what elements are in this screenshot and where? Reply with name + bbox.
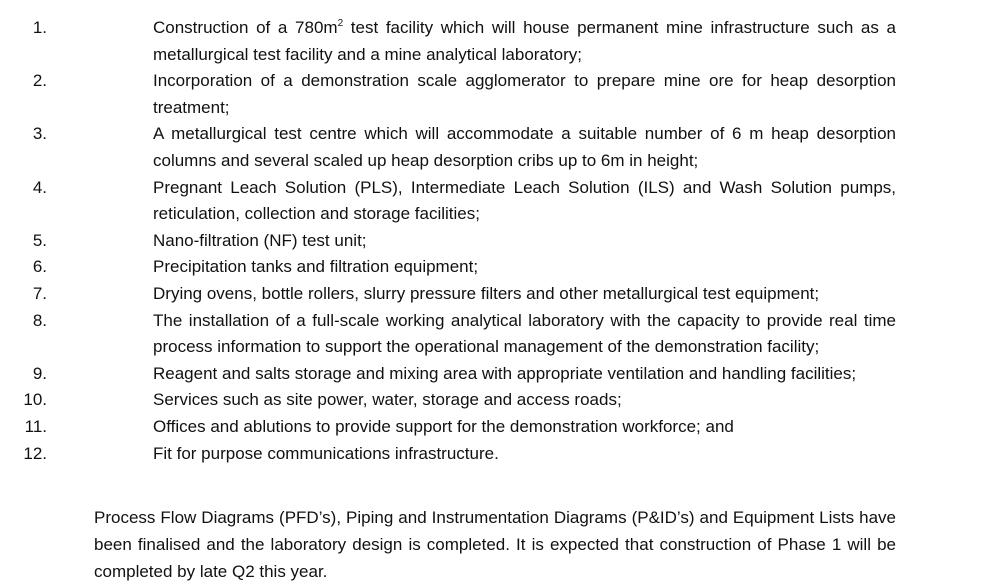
list-item-number: 7.: [32, 283, 47, 303]
list-item: [0, 254, 896, 281]
list-item-number: 4.: [32, 177, 47, 197]
facility-components-list: [0, 15, 990, 467]
list-item-number: 3.: [32, 124, 47, 144]
list-item-number: 11.: [24, 416, 47, 436]
list-item: [0, 361, 896, 388]
superscript: 2: [337, 18, 344, 29]
list-item: [0, 414, 896, 441]
list-item-text: Construction of a 780m: [153, 18, 338, 37]
list-item-text: Services such as site power, water, storage and access roads;: [153, 390, 622, 410]
list-item-text: The installation of a full-scale working analytical laboratory with the capacity to provide real time process information to support the operational management of the demonstration facility;: [153, 310, 896, 357]
list-item: [0, 441, 896, 468]
list-item: [0, 228, 896, 255]
summary-paragraph: Process Flow Diagrams (PFD’s), Piping and Instrumentation Diagrams (P&ID’s) and Equipment Lists have been finalised and the laboratory design is completed. It is expected that construction of Phase 1 will be completed by late Q2 this year.: [94, 508, 896, 581]
list-item: [0, 175, 896, 228]
list-item-text: Pregnant Leach Solution (PLS), Intermediate Leach Solution (ILS) and Wash Solution pumps, reticulation, collection and storage facilities;: [153, 177, 896, 224]
list-item-text: Precipitation tanks and filtration equipment;: [153, 257, 479, 277]
list-item-text: A metallurgical test centre which will accommodate a suitable number of 6 m heap desorption columns and several scaled up heap desorption cribs up to 6m in height;: [153, 124, 896, 170]
list-item-text-continued: test facility which will house permanent mine infrastructure such as a metallurgical test facility and a mine analytical laboratory;: [153, 18, 896, 64]
list-item-text: Offices and ablutions to provide support for the demonstration workforce; and: [153, 416, 734, 436]
list-item-text: Drying ovens, bottle rollers, slurry pressure filters and other metallurgical test equipment;: [153, 283, 820, 303]
list-item-text: Incorporation of a demonstration scale agglomerator to prepare mine ore for heap desorption treatment;: [153, 71, 896, 117]
list-item-number: 12.: [23, 443, 47, 463]
list-item: [0, 68, 896, 121]
list-item-number: 9.: [32, 363, 47, 383]
list-item-text: Reagent and salts storage and mixing area with appropriate ventilation and handling facilities;: [153, 363, 857, 383]
list-item-number: 2.: [32, 71, 47, 91]
list-item-number: 6.: [32, 257, 47, 277]
list-item: [0, 281, 896, 308]
list-item-text: Nano-filtration (NF) test unit;: [153, 230, 367, 250]
list-item-number: 5.: [32, 230, 47, 250]
list-item: [0, 387, 896, 414]
list-item: [0, 308, 896, 361]
list-item: [0, 15, 896, 68]
list-item: [0, 121, 896, 174]
list-item-text: Fit for purpose communications infrastructure.: [153, 443, 499, 463]
list-item-number: 8.: [32, 310, 47, 330]
list-item-number: 1.: [32, 18, 47, 37]
list-item-number: 10.: [23, 390, 47, 410]
